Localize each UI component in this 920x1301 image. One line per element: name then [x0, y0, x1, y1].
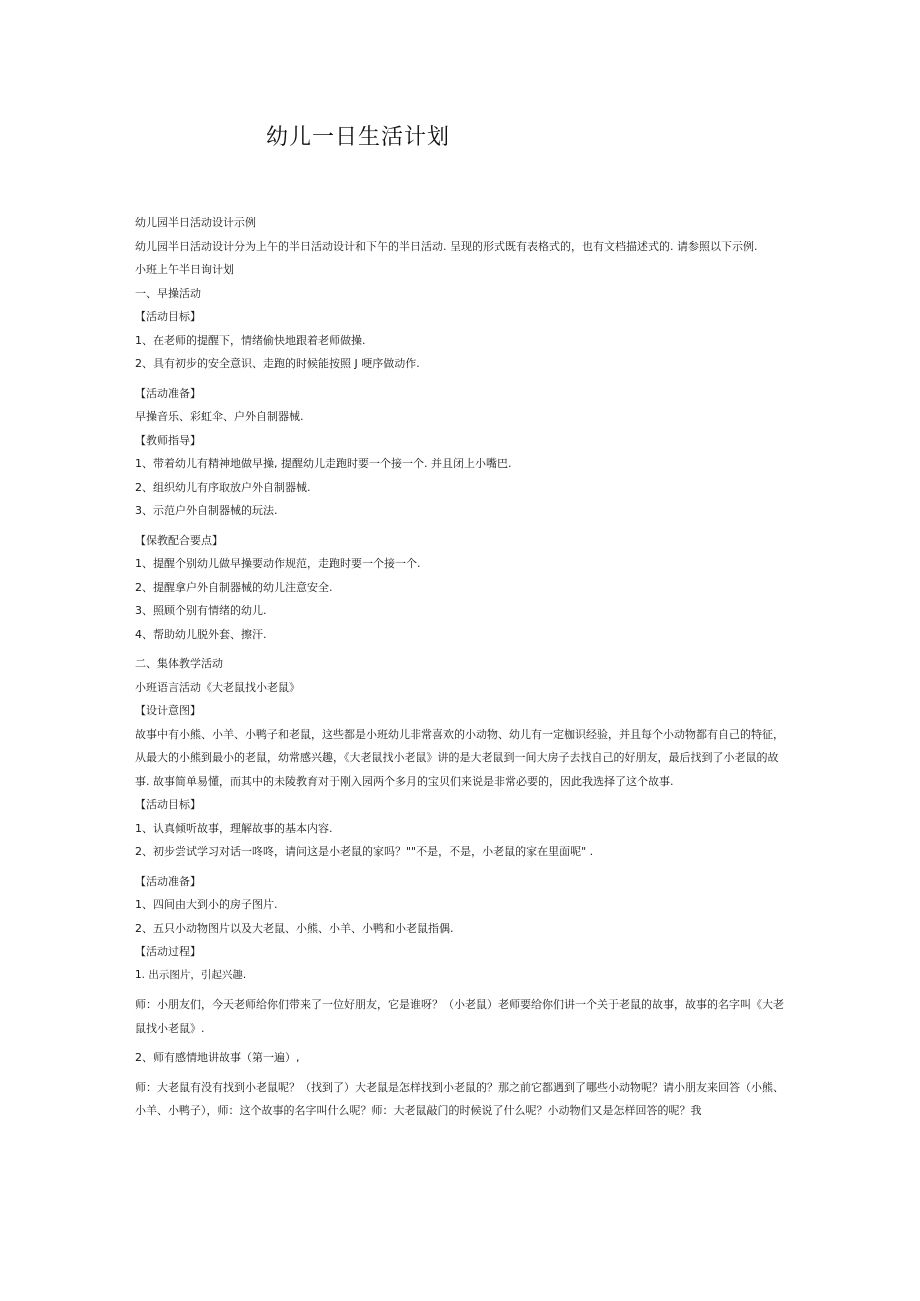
document-body: [135, 211, 785, 1123]
paragraph: 小班上午半日询计划: [135, 263, 234, 276]
paragraph: 小班语言活动《大老鼠找小老鼠》: [135, 680, 300, 694]
paragraph: 故事中有小熊、小羊、小鸭子和老鼠，这些都是小班幼儿非常喜欢的小动物、幼儿有一定枷识经验，并且每个小动物都有自己的特征，从最大的小熊到最小的老鼠，幼常感兴趣，《大老鼠找小老鼠》讲的是大老鼠到一间大房子去找自己的好朋友，最后找到了小老鼠的故事. 故事简单易懂，而其中的未陵教育对于刚入园两个多月的宝贝们来说是非常必要的，因此我选择了这个故事.: [135, 727, 784, 788]
paragraph: 幼儿园半日活动设计分为上午的半日活动设计和下午的半日活动. 呈现的形式既有表格式的，也有文档描述式的. 请参照以下示例.: [135, 239, 758, 253]
list-item: 1、提醒个别幼儿做早操要动作规范，走跑时要一个接一个.: [135, 557, 421, 570]
subheading: 【活动准备】: [135, 874, 201, 888]
subheading: 【活动过程】: [135, 945, 201, 958]
list-item: 2、具有初步的安全意识、走跑的时候能按照 J 哽序做动作.: [135, 357, 420, 370]
list-item: 3、示范户外自制器械的玩法.: [135, 504, 278, 517]
list-item: 2、提醒拿户外自制器械的幼儿注意安全.: [135, 580, 333, 594]
list-item: 1、认真倾听故事，理解故事的基本内容.: [135, 821, 333, 835]
list-item: 2、师有感情地讲故事（第一遍）,: [135, 1051, 300, 1064]
list-item: 1、在老师的提醒下，情绪偷快地跟着老师做操.: [135, 333, 366, 347]
list-item: 3、照顾个别有情绪的幼儿.: [135, 604, 267, 617]
list-item: 1. 出示图片，引起兴趣.: [135, 968, 247, 981]
subheading: 【活动目标】: [135, 798, 201, 811]
list-item: 1、四间由大到小的房子图片.: [135, 898, 278, 911]
subheading: 【活动准备】: [135, 386, 201, 400]
list-item: 2、初步尝试学习对话一咚咚，请问这是小老鼠的家吗？""不是，不是，小老鼠的家在里面呢" .: [135, 845, 594, 858]
paragraph: 幼儿园半日活动设计示例: [135, 216, 256, 229]
list-item: 4、帮助幼儿脱外套、擦汗.: [135, 627, 267, 641]
subheading: 【保教配合要点】: [135, 533, 223, 547]
section-heading: 二、集体教学活动: [135, 657, 223, 670]
list-item: 1、带着幼儿有精神地做早操, 提醒幼儿走跑时要一个接一个. 并且闭上小嘴巴.: [135, 457, 512, 470]
paragraph: 师：大老鼠有没有找到小老鼠呢？（找到了）大老鼠是怎样找到小老鼠的？那之前它都遇到了哪些小动物呢？请小朋友来回答（小熊、小羊、小鸭子），师：这个故事的名字叫什么呢？师：大老鼠敲门的时候说了什么呢？小动物们又是怎样回答的呢？我: [135, 1080, 784, 1117]
subheading: 【设计意图】: [135, 704, 201, 717]
list-item: 2、组织幼儿有序取放户外自制器械.: [135, 480, 311, 494]
list-item: 2、五只小动物图片以及大老鼠、小熊、小羊、小鸭和小老鼠指偶.: [135, 921, 454, 935]
paragraph: 早操音乐、彩虹伞、户外自制器械.: [135, 410, 304, 423]
subheading: 【教师指导】: [135, 433, 201, 447]
document-title: 幼儿一日生活计划: [266, 125, 451, 150]
paragraph: 师：小朋友们，今天老师给你们带来了一位好朋友，它是谁呀？（小老鼠）老师要给你们讲一个关于老鼠的故事，故事的名字叫《大老鼠找小老鼠》.: [135, 998, 784, 1035]
section-heading: 一、早操活动: [135, 286, 201, 300]
subheading: 【活动目标】: [135, 310, 201, 323]
